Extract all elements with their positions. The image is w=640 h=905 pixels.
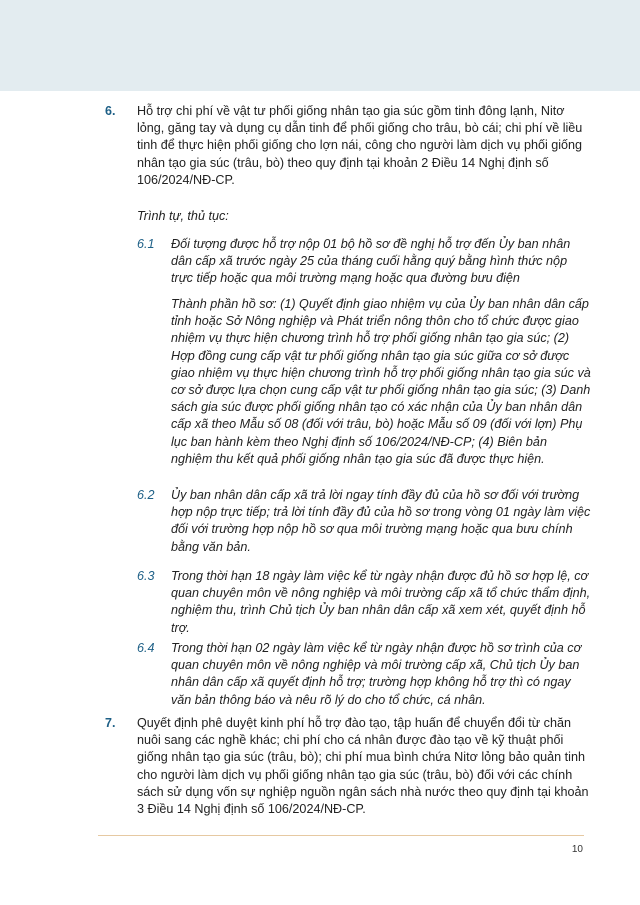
procedure-label: Trình tự, thủ tục: — [137, 209, 229, 223]
subitem-number: 6.3 — [137, 569, 155, 583]
subitem-text: Đối tượng được hỗ trợ nộp 01 bộ hồ sơ đề nghị hỗ trợ đến Ủy ban nhân dân cấp xã trước ngày 25 của tháng cuối hằng quý bằng hình thức nộp trực tiếp hoặc qua môi trường mạng hoặc qua đường bưu điện — [171, 237, 571, 286]
subitem-number: 6.1 — [137, 237, 155, 251]
footer-divider — [98, 835, 584, 836]
header-band — [0, 0, 640, 91]
subitem-text: Trong thời hạn 18 ngày làm việc kể từ ngày nhận được đủ hồ sơ hợp lệ, cơ quan chuyên môn về nông nghiệp và môi trường cấp xã tổ chức thẩm định, nghiệm thu, trình Chủ tịch Ủy ban nhân dân cấp xã xem xét, quyết định hỗ trợ. — [171, 569, 591, 635]
subitem-number: 6.2 — [137, 488, 155, 502]
item-text: Quyết định phê duyệt kinh phí hỗ trợ đào tạo, tập huấn để chuyển đổi từ chăn nuôi sang các nghề khác; chi phí cho cá nhân được đào tạo về kỹ thuật phối giống nhân tạo gia súc (trâu, bò); chi phí mua bình chứa Nitơ lỏng bảo quản tinh cho người làm dịch vụ phối giống nhân tạo gia súc (trâu, bò) đối với các chính sách sử dụng vốn sự nghiệp nguồn ngân sách nhà nước theo quy định tại khoản 3 Điều 14 Nghị định số 106/2024/NĐ-CP. — [137, 716, 589, 817]
subitem-text: Trong thời hạn 02 ngày làm việc kể từ ngày nhận được hồ sơ trình của cơ quan chuyên môn về nông nghiệp và môi trường cấp xã, Chủ tịch Ủy ban nhân dân cấp xã quyết định hỗ trợ; trường hợp không hỗ trợ thì có ngay văn bản thông báo và nêu rõ lý do cho tổ chức, cá nhân. — [171, 641, 582, 707]
subitem-text: Ủy ban nhân dân cấp xã trả lời ngay tính đầy đủ của hồ sơ đối với trường hợp nộp trực tiếp; trả lời tính đầy đủ của hồ sơ trong vòng 01 ngày làm việc đối với trường hợp nộp hồ sơ qua môi trường mạng hoặc qua bưu chính bằng văn bản. — [171, 488, 591, 554]
item-number: 6. — [105, 104, 116, 118]
item-number: 7. — [105, 716, 116, 730]
page-number: 10 — [571, 844, 583, 855]
subitem-text: Thành phần hồ sơ: (1) Quyết định giao nhiệm vụ của Ủy ban nhân dân cấp tỉnh hoặc Sở Nông nghiệp và Phát triển nông thôn cho tổ chức được giao nhiệm vụ thực hiện chương trình hỗ trợ phối giống nhân tạo gia súc; (2) Hợp đồng cung cấp vật tư phối giống nhân tạo gia súc giữa cơ sở được giao nhiệm vụ thực hiện chương trình hỗ trợ phối giống nhân tạo gia súc và cơ sở được lựa chọn cung cấp vật tư phối giống nhân tạo gia súc; (3) Danh sách gia súc được phối giống nhân tạo có xác nhận của Ủy ban nhân dân cấp xã theo Mẫu số 08 (đối với trâu, bò) hoặc Mẫu số 09 (đối với lợn) Phụ lục ban hành kèm theo Nghị định số 106/2024/NĐ-CP; (4) Biên bản nghiệm thu kết quả phối giống nhân tạo gia súc đã được thực hiện. — [171, 297, 591, 466]
item-text: Hỗ trợ chi phí về vật tư phối giống nhân tạo gia súc gồm tinh đông lạnh, Nitơ lỏng, găng tay và dụng cụ dẫn tinh để phối giống cho trâu, bò cái; chi phí về liều tinh để thực hiện phối giống cho lợn nái, công cho người làm dịch vụ phối giống nhân tạo gia súc (trâu, bò) theo quy định tại khoản 2 Điều 14 Nghị định số 106/2024/NĐ-CP. — [137, 104, 583, 187]
subitem-number: 6.4 — [137, 641, 155, 655]
